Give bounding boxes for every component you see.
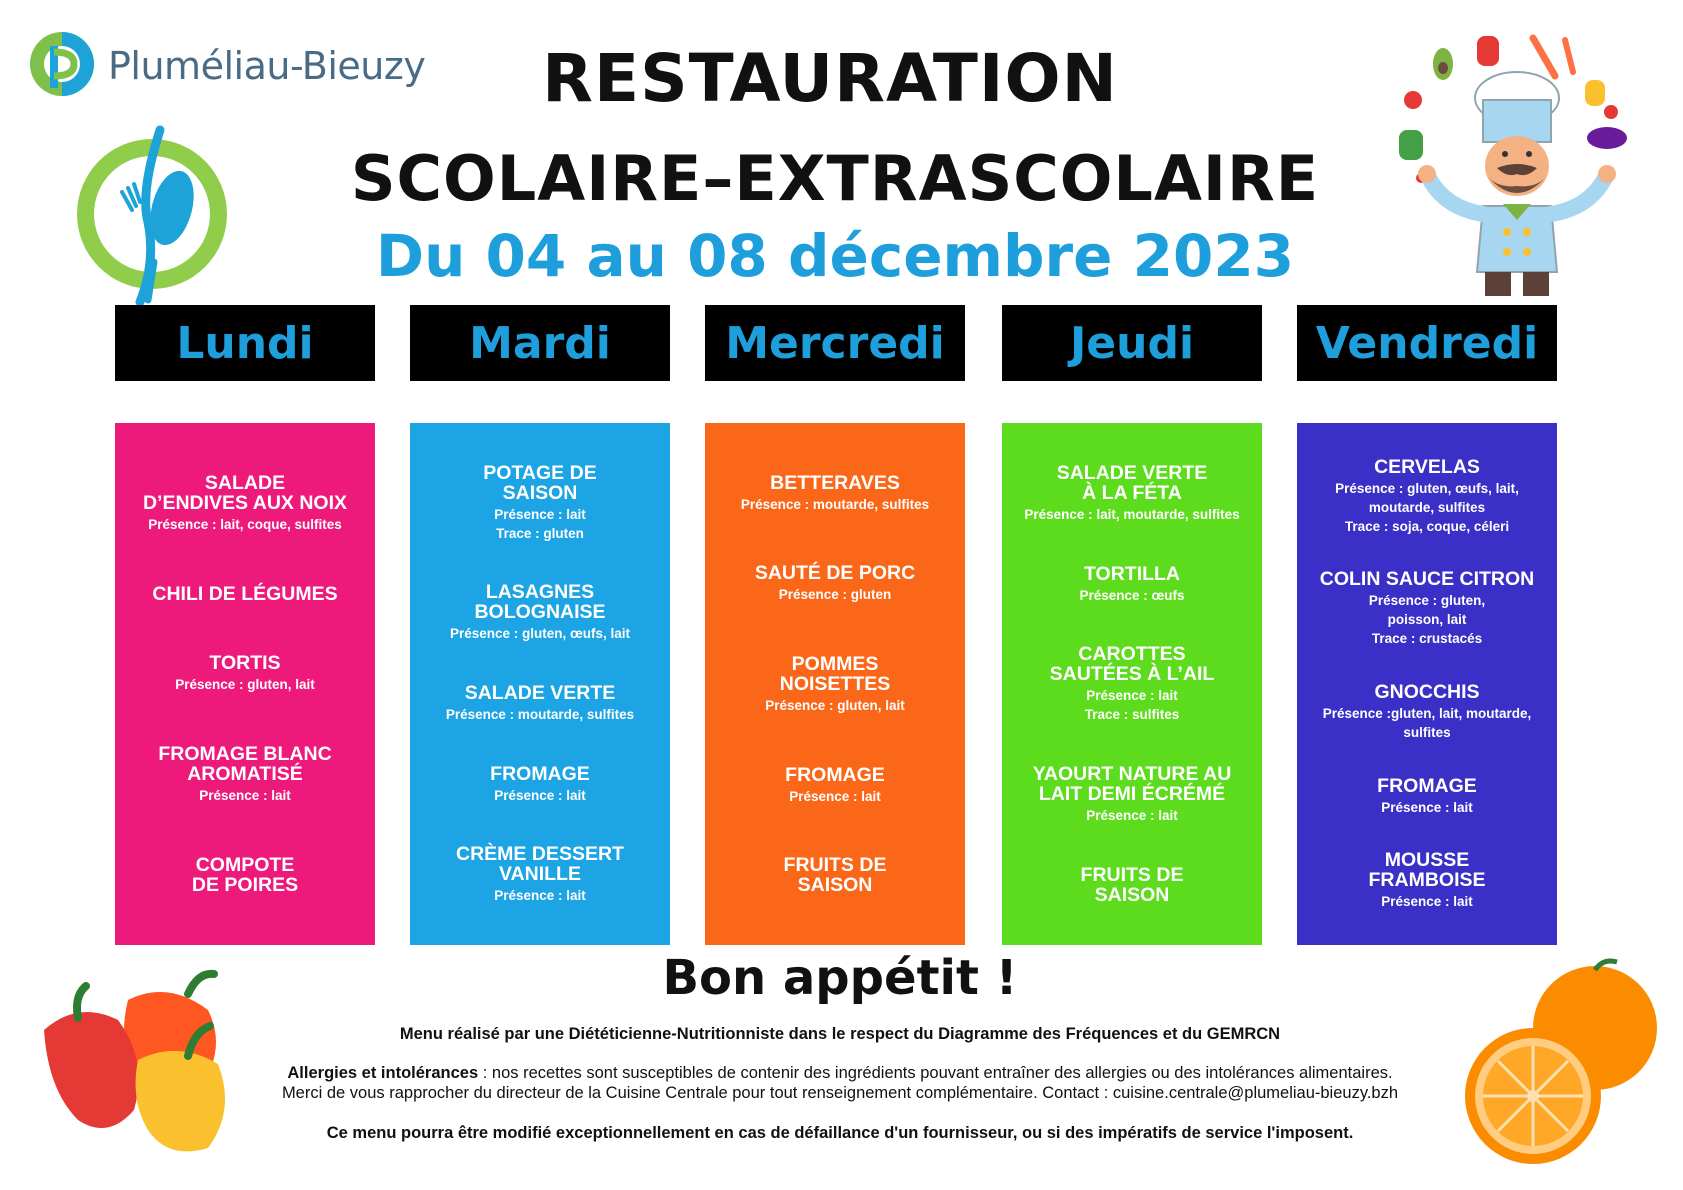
menu-item-name: TORTIS bbox=[209, 652, 281, 675]
menu-item-name: SALADE VERTE bbox=[464, 681, 616, 704]
menu-item-name: POMMES NOISETTES bbox=[779, 652, 891, 695]
menu-item-allergens: Présence :gluten, lait, moutarde, sulfites bbox=[1322, 705, 1532, 740]
menu-column-mercredi bbox=[705, 423, 965, 945]
menu-item-name: CRÈME DESSERT VANILLE bbox=[456, 843, 624, 886]
menu-item-name: CERVELAS bbox=[1374, 455, 1480, 478]
plate-cutlery-icon bbox=[70, 122, 235, 307]
footer-dietitian-note: Menu réalisé par une Diététicienne-Nutritionniste dans le respect du Diagramme des Fréquences et du GEMRCN bbox=[399, 1025, 1281, 1043]
menu-item-allergens: Présence : lait, coque, sulfites bbox=[148, 516, 342, 532]
menu-item-name: BETTERAVES bbox=[770, 471, 900, 494]
menu-item-allergens: Présence : gluten, œufs, lait, moutarde, sulfites Trace : soja, coque, céleri bbox=[1335, 480, 1519, 534]
menu-item-name: FROMAGE BLANC AROMATISÉ bbox=[158, 743, 332, 786]
menu-item-name: YAOURT NATURE AU LAIT DEMI ÉCRÉMÉ bbox=[1032, 763, 1232, 806]
footer-allergy-note bbox=[230, 1064, 1450, 1083]
menu-item-name: LASAGNES BOLOGNAISE bbox=[474, 581, 606, 624]
footer-modification-note: Ce menu pourra être modifié exceptionnellement en cas de défaillance d'un fournisseur, ou si des impératifs de service l'imposent. bbox=[326, 1124, 1354, 1142]
menu-item-name: COLIN SAUCE CITRON bbox=[1319, 568, 1535, 591]
menu-item bbox=[123, 584, 367, 604]
menu-item bbox=[418, 844, 662, 905]
menu-item bbox=[1305, 850, 1549, 911]
menu-item bbox=[123, 744, 367, 805]
menu-item bbox=[418, 582, 662, 643]
menu-item-allergens: Présence : lait, moutarde, sulfites bbox=[1024, 506, 1240, 522]
menu-item-name: POTAGE DE SAISON bbox=[483, 461, 597, 504]
menu-item-name: COMPOTE DE POIRES bbox=[191, 854, 299, 897]
menu-item bbox=[1010, 463, 1254, 524]
menu-item-allergens: Présence : lait Trace : sulfites bbox=[1084, 688, 1180, 723]
menu-item bbox=[1010, 764, 1254, 825]
menu-item-allergens: Présence : moutarde, sulfites bbox=[445, 706, 635, 722]
day-header-mercredi: Mercredi bbox=[705, 305, 965, 381]
menu-item-name: SALADE VERTE À LA FÉTA bbox=[1056, 461, 1208, 504]
menu-item-allergens: Présence : gluten bbox=[778, 587, 892, 603]
menu-item-allergens: Présence : lait bbox=[494, 787, 586, 803]
menu-item-allergens: Présence : lait bbox=[1381, 894, 1473, 910]
menu-item bbox=[1305, 682, 1549, 742]
menu-item-name: GNOCCHIS bbox=[1374, 680, 1480, 703]
menu-item bbox=[1010, 644, 1254, 724]
title-scolaire: SCOLAIRE–EXTRASCOLAIRE bbox=[350, 142, 1320, 215]
menu-item-name: FRUITS DE SAISON bbox=[1080, 864, 1184, 907]
menu-item bbox=[123, 473, 367, 534]
footer-contact-note: Merci de vous rapprocher du directeur de la Cuisine Centrale pour tout renseignement complémentaire. Contact : cuisine.centrale@plumeliau-bieuzy.bzh bbox=[281, 1084, 1399, 1102]
title-restauration: RESTAURATION bbox=[542, 40, 1118, 117]
menu-item-name: TORTILLA bbox=[1083, 562, 1181, 585]
menu-item-name: FRUITS DE SAISON bbox=[783, 854, 887, 897]
menu-item-name: CAROTTES SAUTÉES À L’AIL bbox=[1049, 643, 1215, 686]
day-header-mardi: Mardi bbox=[410, 305, 670, 381]
peppers-illustration-icon bbox=[38, 960, 248, 1160]
menu-item-allergens: Présence : lait bbox=[1086, 808, 1178, 824]
allergy-label: Allergies et intolérances bbox=[287, 1064, 479, 1082]
menu-item bbox=[1305, 569, 1549, 648]
menu-item-allergens: Présence : lait bbox=[1381, 799, 1473, 815]
menu-item-name: CHILI DE LÉGUMES bbox=[152, 582, 338, 605]
menu-item bbox=[713, 765, 957, 806]
menu-item bbox=[418, 463, 662, 543]
menu-item bbox=[713, 855, 957, 895]
menu-item-allergens: Présence : œufs bbox=[1079, 587, 1185, 603]
menu-column-mardi bbox=[410, 423, 670, 945]
menu-item-allergens: Présence : gluten, lait bbox=[765, 697, 905, 713]
menu-column-jeudi bbox=[1002, 423, 1262, 945]
menu-item bbox=[1305, 776, 1549, 817]
menu-item-name: FROMAGE bbox=[490, 762, 590, 785]
menu-item-name: SALADE D’ENDIVES AUX NOIX bbox=[142, 471, 348, 514]
menu-item-allergens: Présence : moutarde, sulfites bbox=[740, 496, 930, 512]
menu-item-name: FROMAGE bbox=[1377, 774, 1477, 797]
allergy-text: : nos recettes sont susceptibles de contenir des ingrédients pouvant entraîner des allergies ou des intolérances alimentaires. bbox=[478, 1064, 1393, 1082]
day-header-vendredi: Vendredi bbox=[1297, 305, 1557, 381]
chef-illustration-icon bbox=[1385, 28, 1645, 308]
menu-item-name: SAUTÉ DE PORC bbox=[754, 562, 916, 585]
town-logo-icon[interactable] bbox=[28, 30, 96, 98]
menu-item bbox=[713, 563, 957, 604]
menu-column-lundi bbox=[115, 423, 375, 945]
menu-item-allergens: Présence : gluten, poisson, lait Trace : crustacés bbox=[1368, 593, 1486, 647]
day-header-jeudi: Jeudi bbox=[1002, 305, 1262, 381]
menu-item bbox=[713, 473, 957, 514]
menu-item bbox=[1010, 865, 1254, 905]
menu-column-vendredi bbox=[1297, 423, 1557, 945]
menu-item bbox=[713, 654, 957, 715]
menu-item bbox=[123, 855, 367, 895]
menu-item bbox=[1305, 457, 1549, 536]
menu-item-allergens: Présence : lait bbox=[789, 788, 881, 804]
menu-item bbox=[418, 764, 662, 805]
menu-item-allergens: Présence : gluten, œufs, lait bbox=[449, 626, 631, 642]
menu-item-name: FROMAGE bbox=[785, 763, 885, 786]
menu-item bbox=[123, 653, 367, 694]
town-name: Pluméliau-Bieuzy bbox=[108, 44, 426, 88]
menu-item bbox=[1010, 564, 1254, 605]
day-header-lundi: Lundi bbox=[115, 305, 375, 381]
menu-item-allergens: Présence : gluten, lait bbox=[175, 677, 315, 693]
menu-item bbox=[418, 683, 662, 724]
menu-item-allergens: Présence : lait Trace : gluten bbox=[494, 506, 586, 541]
menu-item-allergens: Présence : lait bbox=[199, 788, 291, 804]
menu-item-allergens: Présence : lait bbox=[494, 888, 586, 904]
menu-item-name: MOUSSE FRAMBOISE bbox=[1368, 849, 1486, 892]
oranges-illustration-icon bbox=[1445, 958, 1670, 1168]
bon-appetit: Bon appétit ! bbox=[662, 950, 1018, 1006]
date-range: Du 04 au 08 décembre 2023 bbox=[375, 222, 1295, 290]
